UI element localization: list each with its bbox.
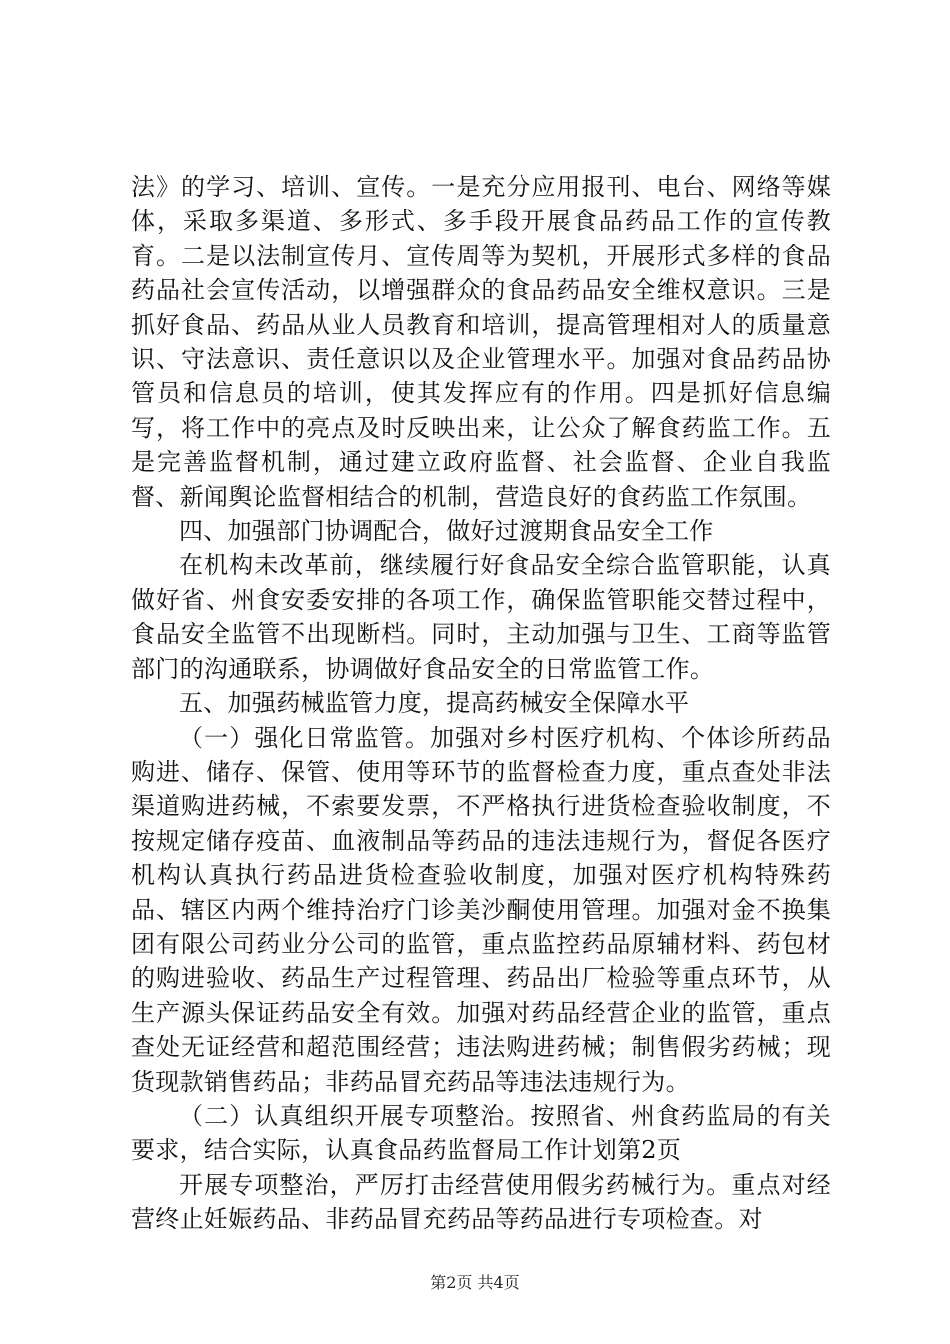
paragraph-special-rectification: （二）认真组织开展专项整治。按照省、州食药监局的有关要求，结合实际，认真食品药监督局工作计划第2页 [131,1101,831,1165]
paragraph-transition: 在机构未改革前，继续履行好食品安全综合监管职能，认真做好省、州食安委安排的各项工作，确保监管职能交替过程中，食品安全监管不出现断档。同时，主动加强与卫生、工商等监管部门的沟通联系，协调做好食品安全的日常监管工作。 [131,551,831,683]
heading-section-four: 四、加强部门协调配合，做好过渡期食品安全工作 [179,517,714,546]
paragraph-continuation: 开展专项整治，严厉打击经营使用假劣药械行为。重点对经营终止妊娠药品、非药品冒充药品等药品进行专项检查。对 [131,1170,831,1234]
paragraph-publicity: 法》的学习、培训、宣传。一是充分应用报刊、电台、网络等媒体，采取多渠道、多形式、多手段开展食品药品工作的宣传教育。二是以法制宣传月、宣传周等为契机，开展形式多样的食品药品社会宣传活动，以增强群众的食品药品安全维权意识。三是抓好食品、药品从业人员教育和培训，提高管理相对人的质量意识、守法意识、责任意识以及企业管理水平。加强对食品药品协管员和信息员的培训，使其发挥应有的作用。四是抓好信息编写，将工作中的亮点及时反映出来，让公众了解食药监工作。五是完善监督机制，通过建立政府监督、社会监督、企业自我监督、新闻舆论监督相结合的机制，营造良好的食药监工作氛围。 [131,173,831,511]
paragraph-daily-supervision: （一）强化日常监管。加强对乡村医疗机构、个体诊所药品购进、储存、保管、使用等环节的监督检查力度，重点查处非法渠道购进药械，不索要发票，不严格执行进货检查验收制度，不按规定储存疫苗、血液制品等药品的违法违规行为，督促各医疗机构认真执行药品进货检查验收制度，加强对医疗机构特殊药品、辖区内两个维持治疗门诊美沙酮使用管理。加强对金不换集团有限公司药业分公司的监管，重点监控药品原辅材料、药包材的购进验收、药品生产过程管理、药品出厂检验等重点环节，从生产源头保证药品安全有效。加强对药品经营企业的监管，重点查处无证经营和超范围经营；违法购进药械；制售假劣药械；现货现款销售药品；非药品冒充药品等违法违规行为。 [131,723,831,1096]
heading-section-five: 五、加强药械监管力度，提高药械安全保障水平 [179,689,690,718]
document-body [131,170,831,1237]
page-footer: 第2页 共4页 [430,1273,520,1292]
